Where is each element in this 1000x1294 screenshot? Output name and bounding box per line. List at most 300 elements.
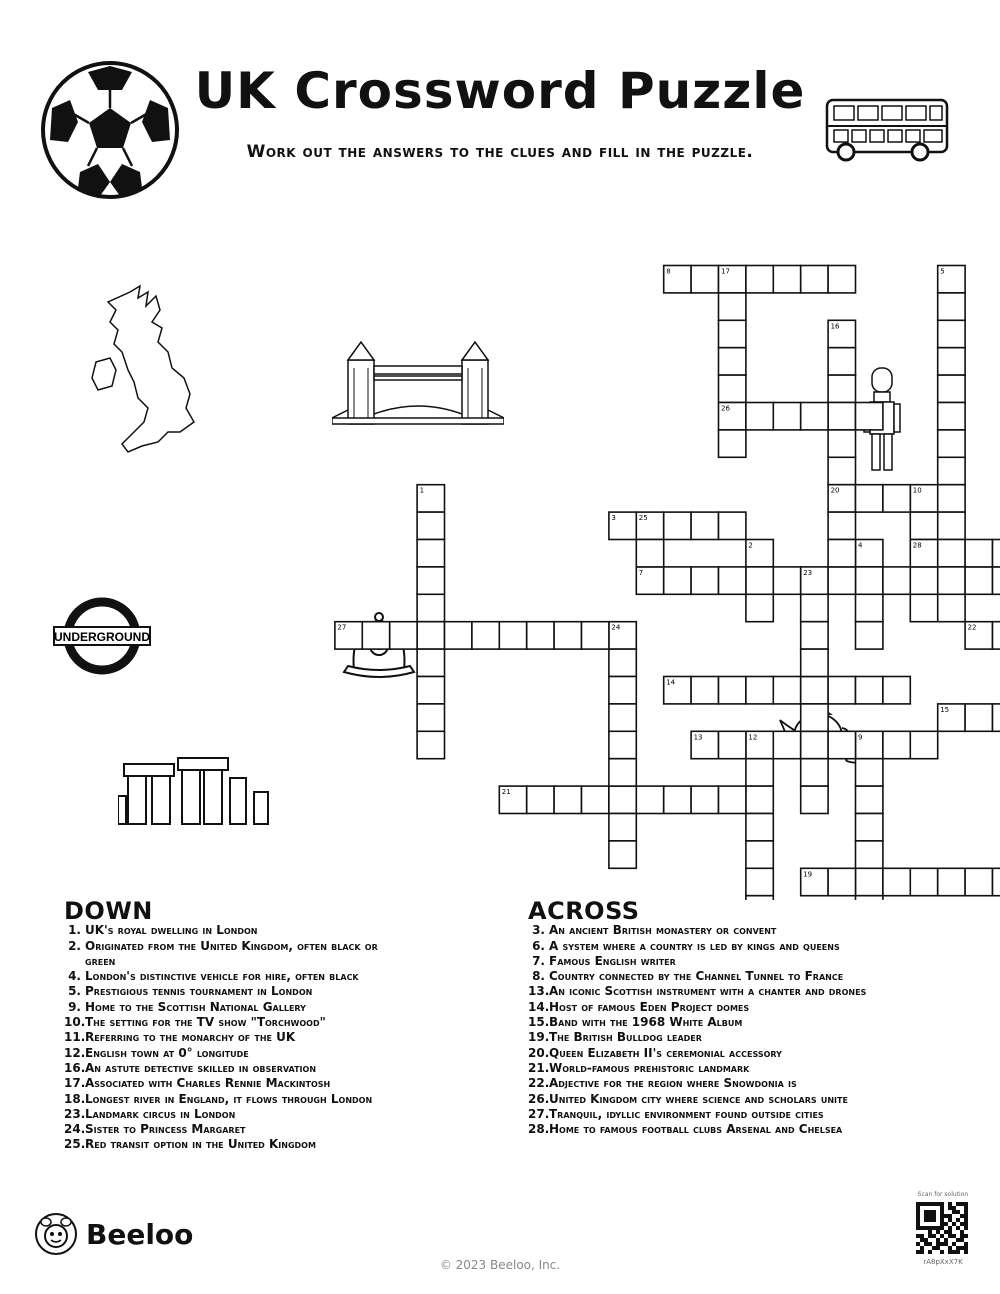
grid-cell[interactable] <box>636 786 663 813</box>
clue-number: 22 <box>967 623 977 632</box>
clue-text: Famous English writer <box>549 953 676 968</box>
qr-module <box>920 1234 924 1238</box>
down-clue <box>64 969 404 984</box>
grid-cell[interactable] <box>691 512 718 539</box>
qr-module <box>952 1222 956 1226</box>
grid-cell[interactable] <box>773 677 800 704</box>
clue-number: 22. <box>528 1076 550 1091</box>
scan-label: Scan for solution <box>917 1191 969 1198</box>
qr-module <box>948 1206 952 1210</box>
grid-cell[interactable] <box>993 622 1000 649</box>
grid-cell[interactable] <box>746 266 773 293</box>
grid-cell[interactable] <box>910 731 937 758</box>
clue-text: Originated from the United Kingdom, often black or green <box>85 938 378 968</box>
qr-module <box>944 1214 948 1218</box>
clue-number: 2. <box>68 938 81 953</box>
qr-module <box>964 1234 968 1238</box>
qr-module <box>940 1202 944 1206</box>
clue-number: 26 <box>721 404 730 413</box>
qr-module <box>952 1206 956 1210</box>
clue-text: Longest river in England, it flows through London <box>85 1091 373 1106</box>
qr-module <box>916 1214 920 1218</box>
down-clue <box>64 1061 404 1076</box>
grid-cell[interactable] <box>828 457 855 484</box>
qr-module <box>928 1202 932 1206</box>
grid-cell[interactable] <box>746 677 773 704</box>
grid-cell[interactable] <box>828 375 855 402</box>
grid-cell[interactable] <box>938 403 965 430</box>
qr-module <box>916 1250 920 1254</box>
clue-number: 15. <box>528 1015 550 1030</box>
grid-cell[interactable] <box>801 594 828 621</box>
across-clue <box>528 1122 888 1137</box>
grid-cell[interactable] <box>609 841 636 868</box>
qr-module <box>924 1226 928 1230</box>
grid-cell[interactable] <box>664 786 691 813</box>
down-clue <box>64 1137 404 1152</box>
grid-cell[interactable] <box>801 731 828 758</box>
qr-module <box>924 1202 928 1206</box>
grid-cell[interactable] <box>719 512 746 539</box>
clue-number: 23. <box>64 1106 86 1121</box>
grid-cell[interactable] <box>801 786 828 813</box>
clue-text: Referring to the monarchy of the UK <box>85 1030 296 1045</box>
grid-cell[interactable] <box>828 430 855 457</box>
grid-cell[interactable] <box>856 814 883 841</box>
qr-module <box>948 1226 952 1230</box>
grid-cell[interactable] <box>554 622 581 649</box>
qr-module <box>952 1234 956 1238</box>
qr-module <box>920 1246 924 1250</box>
grid-cell[interactable] <box>691 677 718 704</box>
across-clue <box>528 1061 888 1076</box>
qr-module <box>924 1242 928 1246</box>
clue-text: An iconic Scottish instrument with a chanter and drones <box>549 984 867 999</box>
clue-number: 5 <box>940 267 945 276</box>
grid-cell[interactable] <box>965 540 992 567</box>
across-clue <box>528 1030 888 1045</box>
clue-text: Host of famous Eden Project domes <box>549 999 750 1014</box>
qr-module <box>960 1234 964 1238</box>
grid-cell[interactable] <box>609 677 636 704</box>
grid-cell[interactable] <box>883 567 910 594</box>
qr-module <box>964 1202 968 1206</box>
qr-module <box>940 1250 944 1254</box>
grid-cell[interactable] <box>993 704 1000 731</box>
grid-cell[interactable] <box>801 677 828 704</box>
across-clue <box>528 954 888 969</box>
grid-cell[interactable] <box>883 677 910 704</box>
grid-cell[interactable] <box>609 759 636 786</box>
grid-cell[interactable] <box>828 540 855 567</box>
clue-text: Country connected by the Channel Tunnel to France <box>549 969 844 984</box>
grid-cell[interactable] <box>938 594 965 621</box>
across-clue <box>528 984 888 999</box>
down-clue <box>64 1122 404 1137</box>
down-heading: DOWN <box>64 897 153 925</box>
grid-cell[interactable] <box>417 704 444 731</box>
down-clue <box>64 923 404 938</box>
qr-module <box>940 1206 944 1210</box>
qr-module <box>948 1202 952 1206</box>
qr-module <box>948 1250 952 1254</box>
clue-number: 1. <box>68 923 81 938</box>
grid-cell[interactable] <box>938 485 965 512</box>
qr-module <box>928 1214 932 1218</box>
clue-text: Prestigious tennis tournament in London <box>85 984 313 999</box>
grid-cell[interactable] <box>856 594 883 621</box>
grid-cell[interactable] <box>417 540 444 567</box>
clue-text: Associated with Charles Rennie Mackintosh <box>85 1076 331 1091</box>
down-clue <box>64 1030 404 1045</box>
qr-module <box>916 1242 920 1246</box>
grid-cell[interactable] <box>856 485 883 512</box>
clue-number: 14. <box>528 999 550 1014</box>
clue-number: 9 <box>858 733 863 742</box>
grid-cell[interactable] <box>719 375 746 402</box>
grid-cell[interactable] <box>856 403 883 430</box>
qr-module <box>924 1210 928 1214</box>
grid-cell[interactable] <box>691 786 718 813</box>
clue-number: 15 <box>940 705 950 714</box>
qr-module <box>928 1234 932 1238</box>
grid-cell[interactable] <box>746 841 773 868</box>
qr-module <box>956 1250 960 1254</box>
grid-cell[interactable] <box>801 403 828 430</box>
clue-number: 24. <box>64 1122 86 1137</box>
clue-text: A system where a country is led by kings and queens <box>549 938 840 953</box>
grid-cell[interactable] <box>719 430 746 457</box>
grid-cell[interactable] <box>719 320 746 347</box>
grid-cell[interactable] <box>609 731 636 758</box>
across-heading: ACROSS <box>528 897 640 925</box>
clue-text: UK's royal dwelling in London <box>85 923 258 938</box>
clue-number: 1 <box>419 486 425 495</box>
across-clue <box>528 1015 888 1030</box>
grid-cell[interactable] <box>362 622 389 649</box>
qr-module <box>948 1234 952 1238</box>
down-clue <box>64 1107 404 1122</box>
grid-cell[interactable] <box>746 567 773 594</box>
clue-number: 8 <box>666 267 671 276</box>
clue-number: 13. <box>528 984 550 999</box>
grid-cell[interactable] <box>938 540 965 567</box>
grid-cell[interactable] <box>417 677 444 704</box>
grid-cell[interactable] <box>965 704 992 731</box>
grid-cell[interactable] <box>527 622 554 649</box>
qr-module <box>920 1202 924 1206</box>
grid-cell[interactable] <box>856 567 883 594</box>
clue-number: 7 <box>638 568 644 577</box>
grid-cell[interactable] <box>801 759 828 786</box>
down-clues <box>64 897 404 1153</box>
grid-cell[interactable] <box>746 896 773 900</box>
grid-cell[interactable] <box>582 786 609 813</box>
grid-cell[interactable] <box>773 266 800 293</box>
qr-module <box>932 1218 936 1222</box>
grid-cell[interactable] <box>417 622 444 649</box>
grid-cell[interactable] <box>938 457 965 484</box>
qr-module <box>936 1246 940 1250</box>
clue-number: 28. <box>528 1122 550 1137</box>
down-clue <box>64 1076 404 1091</box>
grid-cell[interactable] <box>609 786 636 813</box>
grid-cell[interactable] <box>856 786 883 813</box>
qr-module <box>940 1210 944 1214</box>
grid-cell[interactable] <box>938 293 965 320</box>
clue-number: 26. <box>528 1091 550 1106</box>
grid-cell[interactable] <box>719 786 746 813</box>
qr-module <box>932 1214 936 1218</box>
grid-cell[interactable] <box>417 649 444 676</box>
qr-module <box>940 1234 944 1238</box>
grid-cell[interactable] <box>746 786 773 813</box>
qr-module <box>956 1210 960 1214</box>
grid-cell[interactable] <box>719 677 746 704</box>
grid-cell[interactable] <box>417 731 444 758</box>
clue-number: 12 <box>748 733 758 742</box>
qr-module <box>928 1242 932 1246</box>
qr-module <box>960 1230 964 1234</box>
grid-cell[interactable] <box>445 622 472 649</box>
qr-module <box>916 1218 920 1222</box>
clue-number: 4 <box>858 541 863 550</box>
qr-module <box>916 1226 920 1230</box>
brand-name: Beeloo <box>86 1217 194 1251</box>
qr-module <box>940 1222 944 1226</box>
clue-number: 20. <box>528 1045 550 1060</box>
grid-cell[interactable] <box>938 512 965 539</box>
grid-cell[interactable] <box>828 403 855 430</box>
qr-module <box>932 1246 936 1250</box>
grid-cell[interactable] <box>993 567 1000 594</box>
grid-cell[interactable] <box>499 622 526 649</box>
qr-module <box>944 1238 948 1242</box>
grid-cell[interactable] <box>938 567 965 594</box>
grid-cell[interactable] <box>801 704 828 731</box>
clue-number: 20 <box>830 486 840 495</box>
grid-cell[interactable] <box>883 868 910 895</box>
clue-number: 16 <box>830 322 840 331</box>
down-clue <box>64 1046 404 1061</box>
grid-cell[interactable] <box>417 594 444 621</box>
grid-cell[interactable] <box>719 348 746 375</box>
grid-cell[interactable] <box>636 540 663 567</box>
across-clue <box>528 923 888 938</box>
grid-cell[interactable] <box>910 594 937 621</box>
qr-module <box>920 1250 924 1254</box>
qr-module <box>936 1238 940 1242</box>
grid-cell[interactable] <box>773 403 800 430</box>
clue-text: An ancient British monastery or convent <box>549 923 777 938</box>
clue-number: 19. <box>528 1030 550 1045</box>
qr-module <box>920 1226 924 1230</box>
clue-text: United Kingdom city where science and scholars unite <box>549 1091 848 1106</box>
clue-number: 17 <box>721 267 730 276</box>
clue-number: 25. <box>64 1137 86 1152</box>
clue-number: 3 <box>611 514 616 523</box>
qr-module <box>928 1226 932 1230</box>
grid-cell[interactable] <box>828 266 855 293</box>
qr-module <box>924 1214 928 1218</box>
grid-cell[interactable] <box>938 430 965 457</box>
clue-number: 21. <box>528 1060 550 1075</box>
grid-cell[interactable] <box>609 704 636 731</box>
clue-number: 23 <box>803 568 813 577</box>
qr-module <box>952 1210 956 1214</box>
qr-module <box>956 1246 960 1250</box>
grid-cell[interactable] <box>883 731 910 758</box>
qr-module <box>932 1234 936 1238</box>
qr-module <box>956 1226 960 1230</box>
clue-text: Band with the 1968 White Album <box>549 1015 743 1030</box>
qr-module <box>960 1238 964 1242</box>
down-clue <box>64 984 404 999</box>
clue-text: London's distinctive vehicle for hire, often black <box>85 969 359 984</box>
clue-text: Adjective for the region where Snowdonia is <box>549 1076 797 1091</box>
grid-cell[interactable] <box>965 567 992 594</box>
clue-number: 13 <box>693 733 703 742</box>
qr-module <box>924 1218 928 1222</box>
clue-number: 7. <box>532 953 545 968</box>
grid-cell[interactable] <box>527 786 554 813</box>
grid-cell[interactable] <box>746 594 773 621</box>
qr-module <box>940 1214 944 1218</box>
clue-text: Red transit option in the United Kingdom <box>85 1137 316 1152</box>
grid-cell[interactable] <box>938 375 965 402</box>
qr-module <box>920 1238 924 1242</box>
grid-cell[interactable] <box>993 540 1000 567</box>
qr-module <box>944 1230 948 1234</box>
grid-cell[interactable] <box>993 868 1000 895</box>
grid-cell[interactable] <box>965 868 992 895</box>
clue-number: 3. <box>532 923 545 938</box>
grid-cell[interactable] <box>664 567 691 594</box>
grid-cell[interactable] <box>856 868 883 895</box>
clue-number: 16. <box>64 1060 86 1075</box>
across-clue <box>528 1076 888 1091</box>
grid-cell[interactable] <box>910 868 937 895</box>
qr-module <box>932 1202 936 1206</box>
grid-cell[interactable] <box>554 786 581 813</box>
grid-cell[interactable] <box>719 567 746 594</box>
qr-module <box>948 1246 952 1250</box>
grid-cell[interactable] <box>828 868 855 895</box>
grid-cell[interactable] <box>746 403 773 430</box>
grid-cell[interactable] <box>856 622 883 649</box>
grid-cell[interactable] <box>390 622 417 649</box>
clue-text: Home to famous football clubs Arsenal and Chelsea <box>549 1122 843 1137</box>
grid-cell[interactable] <box>773 731 800 758</box>
grid-cell[interactable] <box>828 677 855 704</box>
qr-module <box>964 1222 968 1226</box>
clue-number: 5. <box>68 984 81 999</box>
qr-module <box>944 1222 948 1226</box>
grid-cell[interactable] <box>938 320 965 347</box>
grid-cell[interactable] <box>691 266 718 293</box>
grid-cell[interactable] <box>828 512 855 539</box>
clue-number: 10. <box>64 1015 86 1030</box>
grid-cell[interactable] <box>801 266 828 293</box>
grid-cell[interactable] <box>746 868 773 895</box>
qr-module <box>928 1230 932 1234</box>
grid-cell[interactable] <box>719 731 746 758</box>
clue-text: World-famous prehistoric landmark <box>549 1060 750 1075</box>
clue-text: Tranquil, idyllic environment found outside cities <box>549 1106 824 1121</box>
grid-cell[interactable] <box>746 814 773 841</box>
grid-cell[interactable] <box>856 841 883 868</box>
clue-text: An astute detective skilled in observation <box>85 1060 317 1075</box>
qr-module <box>956 1218 960 1222</box>
qr-code-icon[interactable] <box>916 1202 968 1254</box>
clue-number: 17. <box>64 1076 86 1091</box>
grid-cell[interactable] <box>856 896 883 900</box>
grid-cell[interactable] <box>910 512 937 539</box>
grid-cell[interactable] <box>856 677 883 704</box>
clue-text: Queen Elizabeth II's ceremonial accessory <box>549 1045 782 1060</box>
qr-module <box>916 1222 920 1226</box>
qr-module <box>916 1234 920 1238</box>
grid-cell[interactable] <box>938 348 965 375</box>
grid-cell[interactable] <box>664 512 691 539</box>
grid-cell[interactable] <box>609 814 636 841</box>
clue-text: English town at 0° longitude <box>85 1045 249 1060</box>
clue-number: 11. <box>64 1030 86 1045</box>
grid-cell[interactable] <box>828 567 855 594</box>
across-clue <box>528 939 888 954</box>
grid-cell[interactable] <box>856 759 883 786</box>
down-clue <box>64 1000 404 1015</box>
qr-module <box>948 1218 952 1222</box>
qr-module <box>924 1238 928 1242</box>
grid-cell[interactable] <box>609 649 636 676</box>
qr-module <box>936 1226 940 1230</box>
qr-module <box>936 1242 940 1246</box>
grid-cell[interactable] <box>417 567 444 594</box>
clue-number: 24 <box>611 623 621 632</box>
grid-cell[interactable] <box>773 567 800 594</box>
grid-cell[interactable] <box>472 622 499 649</box>
grid-cell[interactable] <box>746 759 773 786</box>
clue-number: 8. <box>532 969 545 984</box>
qr-module <box>956 1202 960 1206</box>
underground-sign-label: UNDERGROUND <box>54 630 150 644</box>
copyright: © 2023 Beeloo, Inc. <box>439 1258 561 1272</box>
grid-cell[interactable] <box>691 567 718 594</box>
grid-cell[interactable] <box>582 622 609 649</box>
grid-cell[interactable] <box>828 348 855 375</box>
clue-number: 4. <box>68 969 81 984</box>
grid-cell[interactable] <box>719 293 746 320</box>
grid-cell[interactable] <box>883 485 910 512</box>
qr-module <box>964 1250 968 1254</box>
clue-number: 19 <box>803 870 813 879</box>
grid-cell[interactable] <box>828 731 855 758</box>
qr-module <box>928 1218 932 1222</box>
down-clue <box>64 1015 404 1030</box>
qr-module <box>940 1242 944 1246</box>
qr-module <box>952 1242 956 1246</box>
clue-number: 12. <box>64 1045 86 1060</box>
grid-cell[interactable] <box>910 567 937 594</box>
grid-cell[interactable] <box>417 512 444 539</box>
grid-cell[interactable] <box>801 622 828 649</box>
clue-number: 2 <box>748 541 753 550</box>
qr-module <box>932 1226 936 1230</box>
down-clue <box>64 939 404 970</box>
grid-cell[interactable] <box>801 649 828 676</box>
grid-cell[interactable] <box>938 868 965 895</box>
